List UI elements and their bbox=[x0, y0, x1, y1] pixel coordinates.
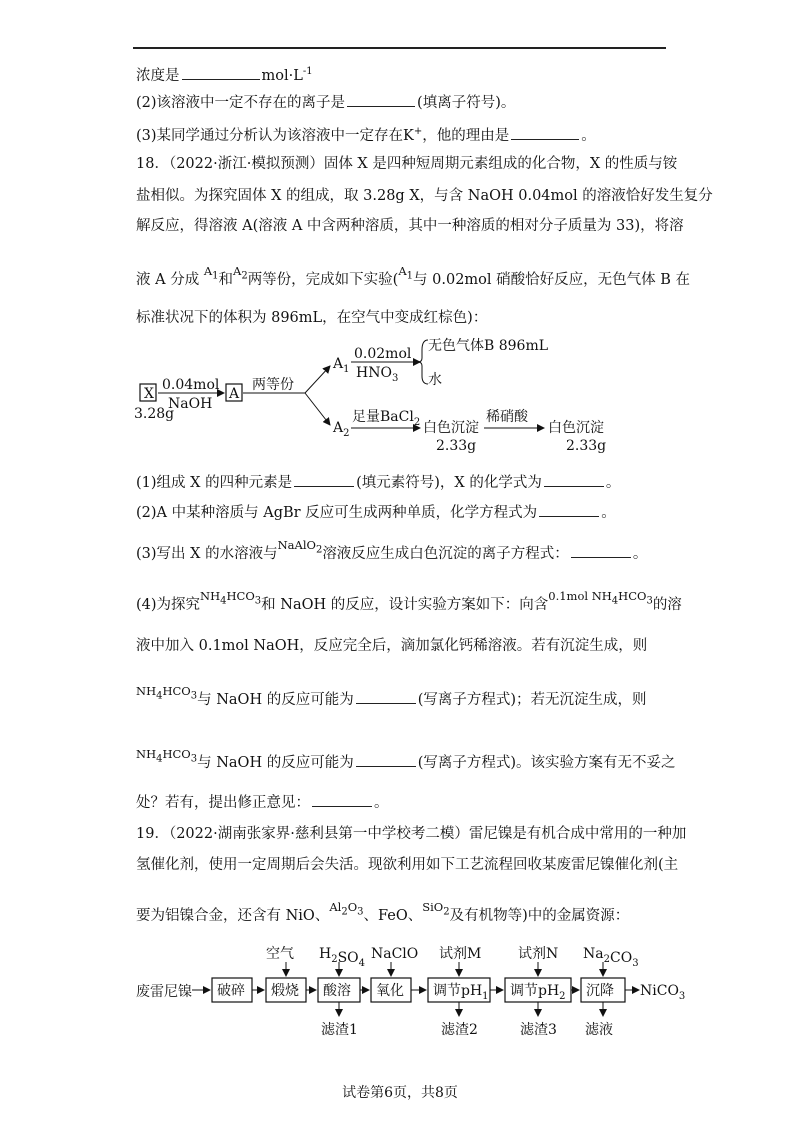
arrow-bacl2-top: 足量BaCl$_2$ bbox=[352, 409, 421, 428]
flow-reagent-label: $Na_2CO_3$ bbox=[583, 946, 639, 969]
flow-step-label: 酸溶 bbox=[323, 983, 351, 999]
a-label: A bbox=[229, 386, 240, 402]
q18-part1: (1)组成 X 的四种元素是 (填元素符号)，X 的化学式为 。 bbox=[136, 472, 620, 493]
q18-line2: 盐相似。为探究固体 X 的组成，取 3.28g X，与含 NaOH 0.04mol 的溶液恰好发生复分 bbox=[136, 188, 713, 204]
flow-product: NiCO$_3$ bbox=[640, 983, 686, 1002]
flow-residue-label: 滤液 bbox=[585, 1022, 613, 1038]
flow-residue-label: 滤渣2 bbox=[441, 1022, 478, 1038]
arrow-hno3-bottom: $HNO_3$ bbox=[356, 365, 399, 384]
flow-step-label: 调节$pH_2$ bbox=[510, 983, 566, 1002]
ppt2-mass: 2.33g bbox=[566, 438, 607, 454]
split-label: 两等份 bbox=[252, 377, 294, 393]
q18-part4-line5: 处？若有，提出修正意见： 。 bbox=[136, 792, 389, 813]
q18-part2: (2)A 中某种溶质与 AgBr 反应可生成两种单质，化学方程式为 。 bbox=[136, 502, 616, 523]
arrow-naoh-top: 0.04mol bbox=[162, 377, 220, 393]
acid-label: 稀硝酸 bbox=[486, 409, 528, 425]
flow-residue-label: 滤渣3 bbox=[520, 1022, 557, 1038]
flow-reagent-label: 空气 bbox=[266, 946, 294, 962]
q17-part2: (2)该溶液中一定不存在的离子是 (填离子符号)。 bbox=[136, 92, 515, 113]
concentration-line: 浓度是 $mol\cdot L^{-1}$ bbox=[136, 66, 313, 84]
q18-part4-line2: 液中加入 0.1mol NaOH，反应完全后，滴加氯化钙稀溶液。若有沉淀生成，则 bbox=[136, 638, 648, 654]
flow-start: 废雷尼镍 bbox=[136, 984, 192, 1000]
q18-part3: (3)写出 X 的水溶液与$^{NaAlO_2}$溶液反应生成白色沉淀的离子方程式： 。 bbox=[136, 538, 648, 562]
flow-reagent-label: $H_2SO_4$ bbox=[319, 946, 366, 969]
q18-part4-line3: $^{NH_4HCO_3}$与 NaOH 的反应可能为 (写离子方程式)；若无沉淀生成，则 bbox=[136, 684, 647, 708]
ppt1-mass: 2.33g bbox=[436, 438, 477, 454]
ppt1-label: 白色沉淀 bbox=[423, 420, 479, 436]
x-label: X bbox=[144, 386, 154, 402]
q18-line1: 18．（2022·浙江·模拟预测）固体 X 是四种短周期元素组成的化合物，X 的性质与铵 bbox=[136, 156, 678, 172]
arrow-hno3-top: 0.02mol bbox=[354, 346, 412, 362]
a1-label: $A_1$ bbox=[333, 356, 350, 375]
flow-step-label: 氧化 bbox=[376, 983, 404, 999]
water-label: 水 bbox=[428, 372, 442, 388]
q19-line3: 要为铝镍合金，还含有 NiO、$^{Al_2O_3}$、FeO、$^{SiO_2}$及有机物等)中的金属资源： bbox=[136, 900, 630, 924]
gas-label: 无色气体B 896mL bbox=[428, 338, 549, 354]
q18-part4-line4: $^{NH_4HCO_3}$与 NaOH 的反应可能为 (写离子方程式)。该实验方案有无不妥之 bbox=[136, 747, 676, 771]
flow-step-label: 沉降 bbox=[586, 983, 614, 999]
x-mass: 3.28g bbox=[134, 406, 175, 422]
a2-label: $A_2$ bbox=[333, 420, 350, 439]
q18-part4-line1: (4)为探究$^{NH_4HCO_3}$和 NaOH 的反应，设计实验方案如下：向含$^{0.1mol NH_4HCO_3}$的溶 bbox=[136, 589, 682, 613]
flow-residue-label: 滤渣1 bbox=[321, 1022, 358, 1038]
flow-step-label: 煅烧 bbox=[271, 983, 299, 999]
q19-line1: 19．（2022·湖南张家界·慈利县第一中学校考二模）雷尼镍是有机合成中常用的一种加 bbox=[136, 826, 687, 842]
page-footer: 试卷第6页，共8页 bbox=[342, 1085, 458, 1101]
q18-line3: 解反应，得溶液 A(溶液 A 中含两种溶质，其中一种溶质的相对分子质量为 33)，将溶 bbox=[136, 218, 684, 234]
ppt2-label: 白色沉淀 bbox=[548, 420, 604, 436]
q18-line5: 标准状况下的体积为 896mL，在空气中变成红棕色)： bbox=[136, 310, 488, 326]
q18-line4: 液 A 分成 $^{A_1}$和$^{A_2}$两等份，完成如下实验($^{A_1}$与 0.02mol 硝酸恰好反应，无色气体 B 在 bbox=[136, 264, 691, 288]
flow-reagent-label: NaClO bbox=[371, 946, 419, 962]
q19-line2: 氢催化剂，使用一定周期后会失活。现欲利用如下工艺流程回收某废雷尼镍催化剂(主 bbox=[136, 857, 679, 873]
flow-reagent-label: 试剂M bbox=[439, 946, 482, 962]
flow-step-label: 调节$pH_1$ bbox=[433, 983, 489, 1002]
arrow-naoh-bottom: NaOH bbox=[168, 396, 213, 412]
flow-step-label: 破碎 bbox=[217, 983, 245, 999]
q17-part3: (3)某同学通过分析认为该溶液中一定存在K+，他的理由是 。 bbox=[136, 126, 596, 144]
flow-reagent-label: 试剂N bbox=[518, 946, 559, 962]
